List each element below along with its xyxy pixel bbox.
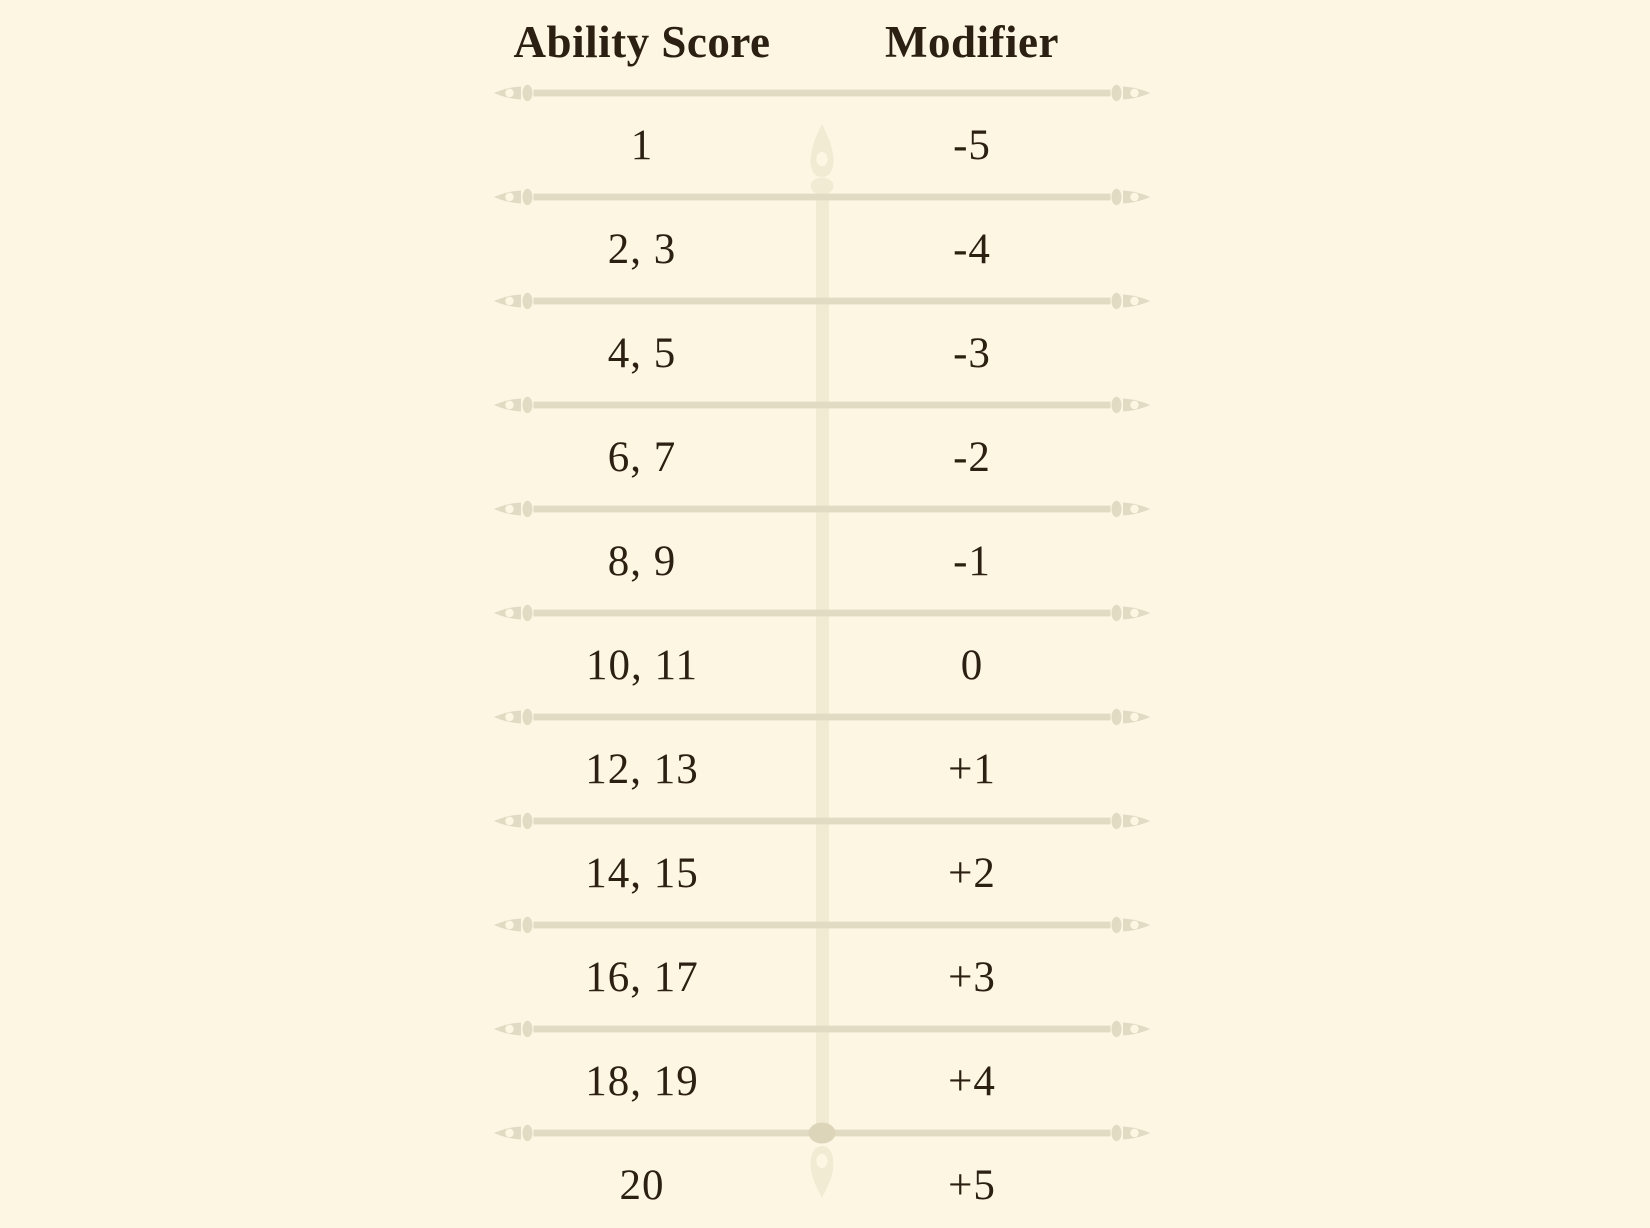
ornamental-divider-rule xyxy=(492,812,1152,830)
table-row-content xyxy=(492,102,1152,188)
ability-modifier-table xyxy=(492,0,1152,1228)
modifier-value: -1 xyxy=(953,537,991,585)
table-row-content xyxy=(492,830,1152,916)
ability-score-value: 6, 7 xyxy=(607,433,677,481)
table-row xyxy=(492,604,1152,708)
ability-score-value: 18, 19 xyxy=(585,1057,699,1105)
ornamental-divider-rule xyxy=(492,708,1152,726)
table-row xyxy=(492,1020,1152,1124)
ornamental-divider-rule xyxy=(492,292,1152,310)
ability-score-value: 20 xyxy=(619,1161,665,1209)
column-header-modifier: Modifier xyxy=(885,17,1059,67)
table-row-content xyxy=(492,414,1152,500)
table-header-row xyxy=(492,0,1152,84)
ornamental-divider-rule xyxy=(492,500,1152,518)
modifier-value: 0 xyxy=(960,641,984,689)
ornamental-divider-rule xyxy=(492,396,1152,414)
table-row xyxy=(492,292,1152,396)
ornamental-divider-rule xyxy=(492,916,1152,934)
ability-score-value: 1 xyxy=(630,121,654,169)
ornamental-divider-rule xyxy=(492,188,1152,206)
table-body xyxy=(492,84,1152,1228)
modifier-value: +3 xyxy=(948,953,996,1001)
table-row-content xyxy=(492,622,1152,708)
ability-score-value: 14, 15 xyxy=(585,849,699,897)
table-row xyxy=(492,500,1152,604)
ability-score-value: 4, 5 xyxy=(607,329,677,377)
table-row xyxy=(492,84,1152,188)
table-row xyxy=(492,812,1152,916)
table-row-content xyxy=(492,726,1152,812)
staff-bottom-spearhead-icon xyxy=(800,1120,844,1200)
modifier-value: +4 xyxy=(948,1057,996,1105)
modifier-value: +5 xyxy=(948,1161,996,1209)
table-row xyxy=(492,188,1152,292)
table-row-content xyxy=(492,1038,1152,1124)
ability-score-value: 8, 9 xyxy=(607,537,677,585)
ability-score-value: 16, 17 xyxy=(585,953,699,1001)
ability-score-value: 10, 11 xyxy=(586,641,698,689)
ornamental-divider-rule xyxy=(492,84,1152,102)
modifier-value: -5 xyxy=(953,121,991,169)
table-row-content xyxy=(492,518,1152,604)
modifier-value: -3 xyxy=(953,329,991,377)
table-row xyxy=(492,916,1152,1020)
table-row xyxy=(492,396,1152,500)
modifier-value: +1 xyxy=(948,745,996,793)
table-row-content xyxy=(492,934,1152,1020)
ability-score-value: 12, 13 xyxy=(585,745,699,793)
modifier-value: -4 xyxy=(953,225,991,273)
ornamental-divider-rule xyxy=(492,604,1152,622)
table-row xyxy=(492,708,1152,812)
modifier-value: +2 xyxy=(948,849,996,897)
table-row-content xyxy=(492,206,1152,292)
column-header-ability-score: Ability Score xyxy=(513,17,771,67)
modifier-value: -2 xyxy=(953,433,991,481)
ornamental-divider-rule xyxy=(492,1020,1152,1038)
ability-score-value: 2, 3 xyxy=(607,225,677,273)
table-row-content xyxy=(492,310,1152,396)
